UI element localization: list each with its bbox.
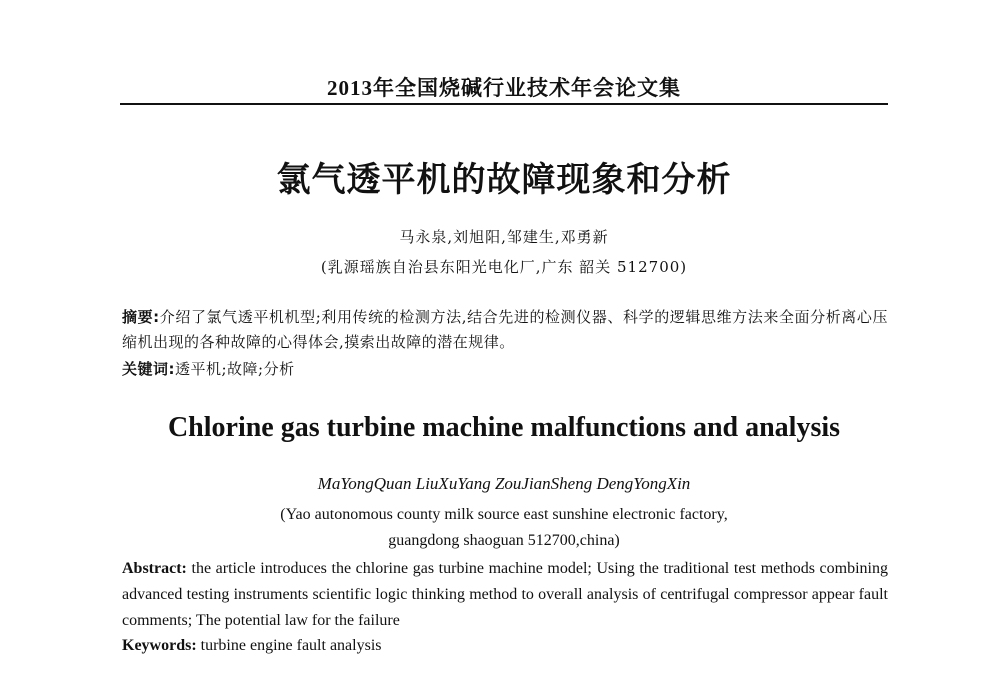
chinese-keywords-text: 透平机;故障;分析 <box>175 360 295 378</box>
english-affiliation-line1: (Yao autonomous county milk source east sunshine electronic factory, <box>280 506 728 523</box>
english-affiliation-line2: guangdong shaoguan 512700,china) <box>388 532 620 549</box>
chinese-affiliation: (乳源瑶族自治县东阳光电化厂,广东 韶关 512700) <box>320 258 688 276</box>
english-keywords-text: turbine engine fault analysis <box>196 637 382 654</box>
chinese-keywords-label: 关键词: <box>122 360 175 378</box>
english-keywords <box>122 637 888 655</box>
english-keywords-label: Keywords: <box>122 637 197 654</box>
chinese-authors: 马永泉,刘旭阳,邹建生,邓勇新 <box>399 228 609 246</box>
chinese-abstract <box>122 305 888 355</box>
chinese-abstract-label: 摘要: <box>122 308 160 326</box>
english-abstract-label: Abstract: <box>122 560 187 577</box>
english-abstract <box>122 556 888 634</box>
chinese-keywords <box>122 358 888 379</box>
header-rule <box>120 103 888 105</box>
running-header: 2013年全国烧碱行业技术年会论文集 <box>327 76 681 100</box>
english-abstract-text: the article introduces the chlorine gas turbine machine model; Using the traditional test methods combining advanced testing instruments scientific logic thinking method to overall analysis of centrifugal compressor appear fault comments; The potential law for the failure <box>122 560 888 629</box>
english-authors: MaYongQuan LiuXuYang ZouJianSheng DengYongXin <box>317 474 691 493</box>
chinese-title: 氯气透平机的故障现象和分析 <box>276 160 732 200</box>
chinese-abstract-text: 介绍了氯气透平机机型;利用传统的检测方法,结合先进的检测仪器、科学的逻辑思维方法来全面分析离心压缩机出现的各种故障的心得体会,摸索出故障的潜在规律。 <box>122 308 888 351</box>
english-title: Chlorine gas turbine machine malfunctions and analysis <box>167 412 841 443</box>
